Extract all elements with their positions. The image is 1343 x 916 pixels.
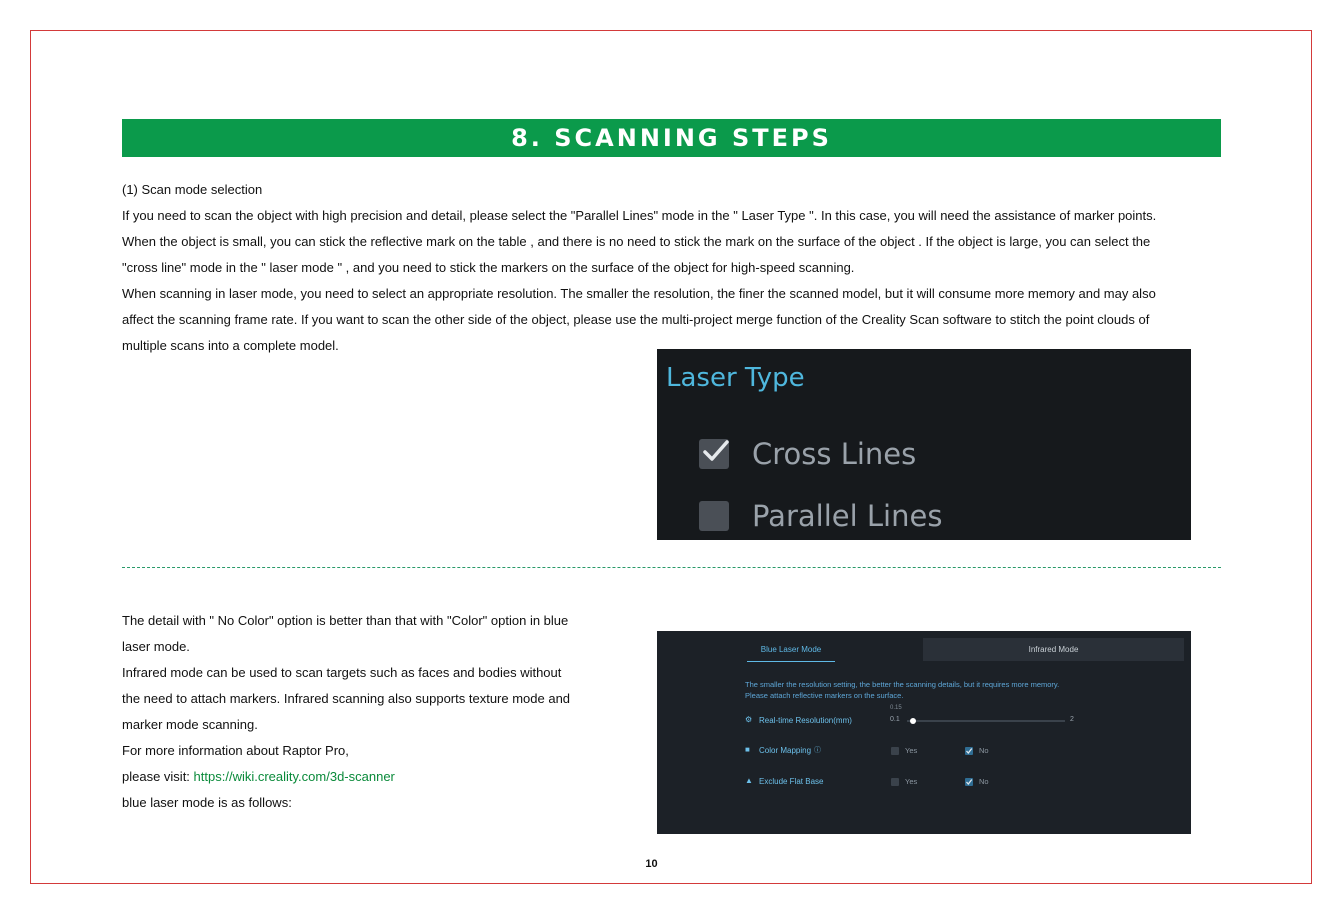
color-mapping-icon: ■ bbox=[745, 745, 750, 754]
visit-line bbox=[122, 764, 622, 790]
flat-base-icon: ▲ bbox=[745, 776, 753, 785]
intro-line: If you need to scan the object with high precision and detail, please select the "Parallel Lines" mode in the " Laser Type ". In this case, you will need the assistance of marker points. bbox=[122, 208, 1157, 223]
intro-line: (1) Scan mode selection bbox=[122, 182, 263, 197]
notes-line: Infrared mode can be used to scan targets such as faces and bodies without bbox=[122, 665, 562, 680]
intro-line: When scanning in laser mode, you need to select an appropriate resolution. The smaller the resolution, the finer the scanned model, but it will consume more memory and may also bbox=[122, 286, 1156, 301]
resolution-row bbox=[745, 714, 852, 726]
wiki-link[interactable]: https://wiki.creality.com/3d-scanner bbox=[193, 769, 395, 784]
section-title: 8. SCANNING STEPS bbox=[511, 124, 832, 152]
resolution-icon: ⚙ bbox=[745, 715, 753, 724]
checkbox-unchecked-icon[interactable] bbox=[699, 501, 729, 531]
exclude-flat-base-label: Exclude Flat Base bbox=[759, 776, 824, 786]
no-label: No bbox=[979, 777, 989, 786]
dashed-divider bbox=[122, 567, 1221, 568]
mode-tabs bbox=[747, 638, 1184, 661]
page-number: 10 bbox=[645, 858, 658, 870]
checkbox-unchecked-icon[interactable] bbox=[891, 778, 899, 786]
color-mapping-label: Color Mapping bbox=[759, 745, 812, 755]
slider-knob[interactable] bbox=[910, 718, 916, 724]
resolution-hint bbox=[745, 679, 1059, 701]
notes-line: laser mode. bbox=[122, 639, 190, 654]
notes-line: the need to attach markers. Infrared scanning also supports texture mode and bbox=[122, 691, 571, 706]
notes-line: marker mode scanning. bbox=[122, 717, 258, 732]
resolution-slider[interactable] bbox=[890, 705, 1080, 729]
notes-text bbox=[122, 608, 622, 816]
color-mapping-yes[interactable] bbox=[891, 746, 917, 755]
yes-label: Yes bbox=[905, 746, 918, 755]
color-mapping-no[interactable] bbox=[965, 746, 989, 755]
hint-line: Please attach reflective markers on the surface. bbox=[745, 691, 904, 700]
help-icon[interactable]: ⓘ bbox=[814, 747, 822, 754]
parallel-lines-label: Parallel Lines bbox=[752, 499, 943, 533]
cross-lines-label: Cross Lines bbox=[752, 437, 917, 471]
checkbox-checked-icon[interactable] bbox=[965, 747, 973, 755]
intro-line: "cross line" mode in the " laser mode " , and you need to stick the markers on the surface of the object for high-speed scanning. bbox=[122, 260, 855, 275]
laser-type-title: Laser Type bbox=[666, 363, 805, 393]
resolution-label: Real-time Resolution(mm) bbox=[759, 715, 852, 725]
flat-base-no[interactable] bbox=[965, 777, 989, 786]
slider-value: 0.15 bbox=[890, 705, 902, 711]
cross-lines-option[interactable] bbox=[699, 437, 916, 471]
yes-label: Yes bbox=[905, 777, 918, 786]
parallel-lines-option[interactable] bbox=[699, 499, 942, 533]
checkbox-unchecked-icon[interactable] bbox=[891, 747, 899, 755]
notes-line: For more information about Raptor Pro, bbox=[122, 743, 349, 758]
checkbox-checked-icon[interactable] bbox=[699, 439, 729, 469]
slider-max: 2 bbox=[1070, 716, 1074, 723]
intro-line: multiple scans into a complete model. bbox=[122, 338, 339, 353]
slider-min: 0.1 bbox=[890, 716, 900, 723]
intro-text bbox=[122, 177, 1222, 359]
notes-line: The detail with " No Color" option is better than that with "Color" option in blue bbox=[122, 613, 569, 628]
section-title-bar bbox=[122, 119, 1221, 157]
checkbox-checked-icon[interactable] bbox=[965, 778, 973, 786]
intro-line: When the object is small, you can stick the reflective mark on the table , and there is no need to stick the mark on the surface of the object . If the object is large, you can select the bbox=[122, 234, 1151, 249]
slider-track[interactable] bbox=[907, 720, 1065, 722]
tab-infrared-mode[interactable]: Infrared Mode bbox=[923, 638, 1184, 661]
color-mapping-row bbox=[745, 744, 821, 756]
tab-blue-laser-mode[interactable]: Blue Laser Mode bbox=[747, 638, 835, 662]
visit-prefix: please visit: bbox=[122, 769, 194, 784]
no-label: No bbox=[979, 746, 989, 755]
hint-line: The smaller the resolution setting, the better the scanning details, but it requires more memory. bbox=[745, 680, 1060, 689]
flat-base-yes[interactable] bbox=[891, 777, 917, 786]
laser-type-screenshot bbox=[657, 349, 1191, 540]
scan-mode-screenshot bbox=[657, 631, 1191, 834]
intro-line: affect the scanning frame rate. If you want to scan the other side of the object, please use the multi-project merge function of the Creality Scan software to stitch the point clouds of bbox=[122, 312, 1150, 327]
notes-last-line: blue laser mode is as follows: bbox=[122, 795, 292, 810]
exclude-flat-base-row bbox=[745, 775, 823, 787]
